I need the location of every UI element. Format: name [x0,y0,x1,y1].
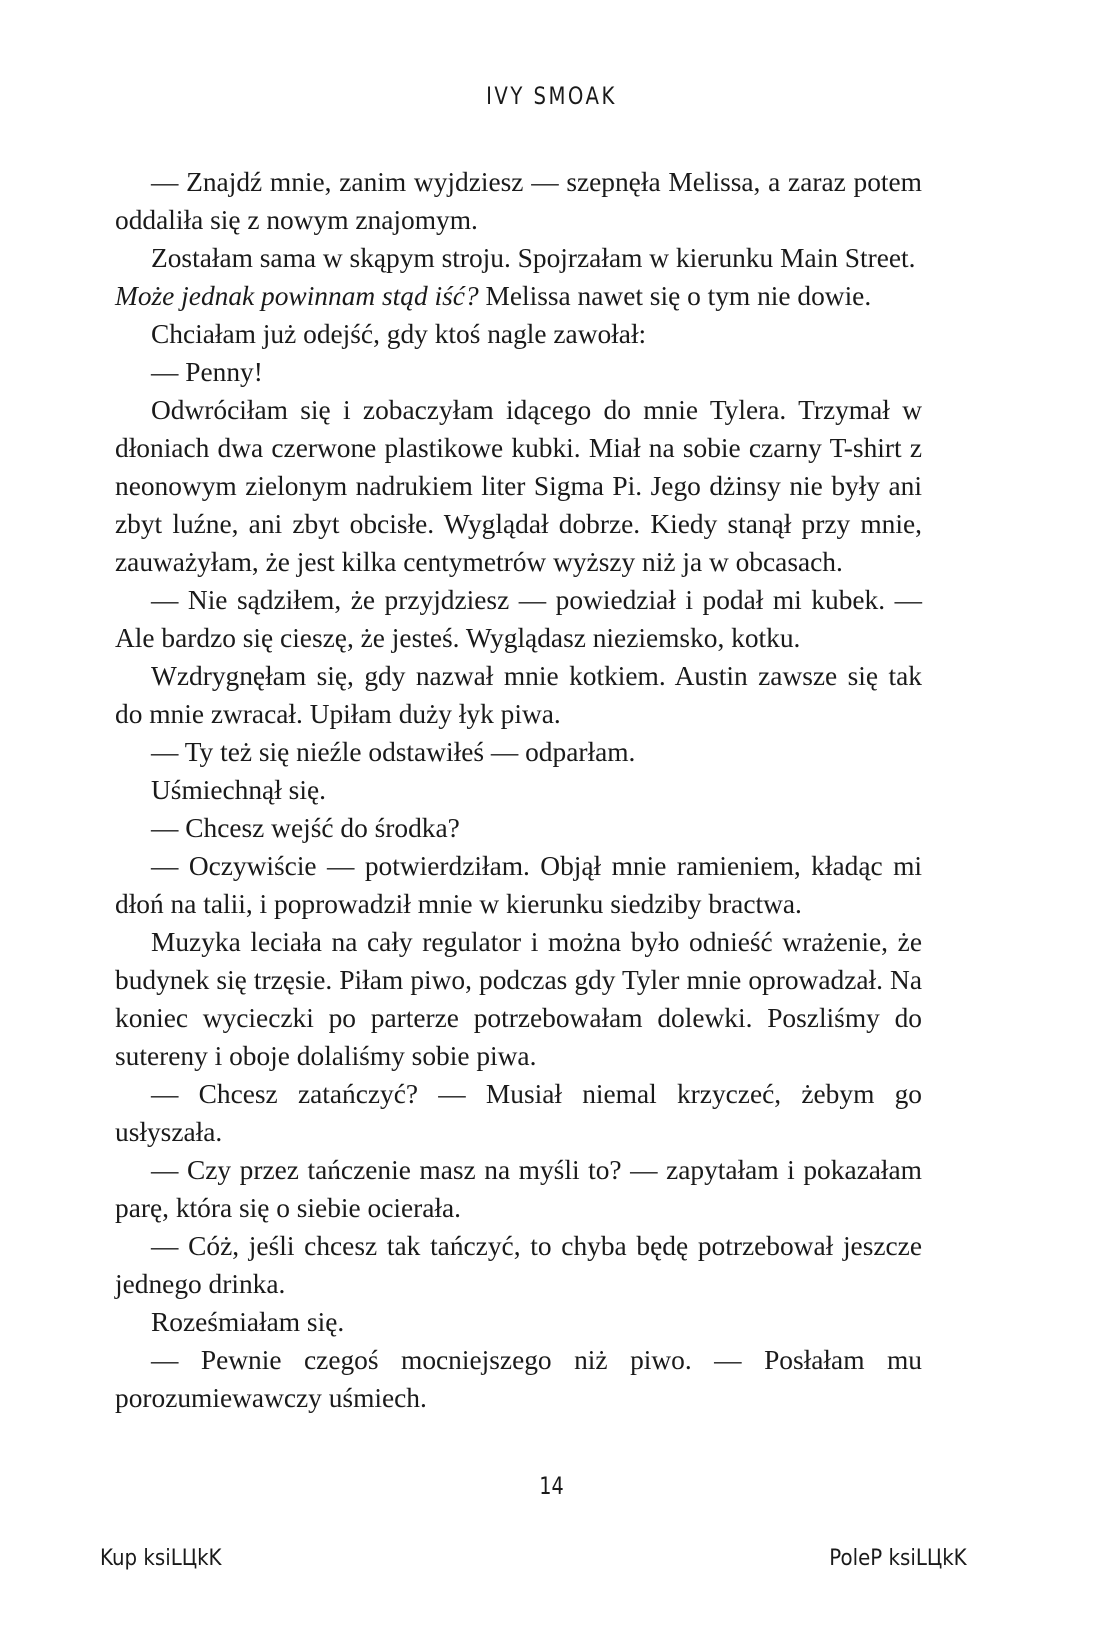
paragraph: — Oczywiście — potwierdziłam. Objął mnie ramieniem, kładąc mi dłoń na talii, i poprowadził mnie w kierunku siedziby bractwa. [115,851,922,919]
paragraph: — Nie sądziłem, że przyjdziesz — powiedział i podał mi kubek. — Ale bardzo się cieszę, że jesteś. Wyglądasz nieziemsko, kotku. [115,585,922,653]
paragraph: Wzdrygnęłam się, gdy nazwał mnie kotkiem. Austin zawsze się tak do mnie zwracał. Upiłam duży łyk piwa. [115,661,922,729]
paragraph: Muzyka leciała na cały regulator i można było odnieść wrażenie, że budynek się trzęsie. Piłam piwo, podczas gdy Tyler mnie oprowadzał. Na koniec wycieczki po parterze potrzebowałam dolewki. Poszliśmy do sutereny i oboje dolaliśmy sobie piwa. [115,927,922,1071]
paragraph: — Pewnie czegoś mocniejszego niż piwo. — Posłałam mu porozumiewawczy uśmiech. [115,1345,922,1413]
paragraph: — Znajdź mnie, zanim wyjdziesz — szepnęła Melissa, a zaraz potem oddaliła się z nowym znajomym. [115,167,922,235]
paragraph: Uśmiechnął się. [151,775,326,805]
page-number: 14 [539,1472,564,1500]
body-text [115,163,922,1417]
paragraph: — Chcesz zatańczyć? — Musiał niemal krzyczeć, żebym go usłyszała. [115,1079,922,1147]
paragraph: — Ty też się nieźle odstawiłeś — odparłam. [151,737,636,767]
paragraph [115,239,922,315]
paragraph: Chciałam już odejść, gdy ktoś nagle zawołał: [151,319,647,349]
paragraph: Roześmiałam się. [151,1307,345,1337]
paragraph-text: Melissa nawet się o tym nie dowie. [478,281,872,311]
recommend-book-link[interactable]: PoleP ksiLЦkK [829,1546,967,1571]
paragraph-text: Zostałam sama w skąpym stroju. Spojrzałam w kierunku Main Street. [151,243,916,273]
paragraph: — Czy przez tańczenie masz na myśli to? — zapytałam i pokazałam parę, która się o siebie ocierała. [115,1155,922,1223]
paragraph: — Penny! [151,357,263,387]
paragraph: — Chcesz wejść do środka? [151,813,460,843]
paragraph: — Cóż, jeśli chcesz tak tańczyć, to chyba będę potrzebował jeszcze jednego drinka. [115,1231,922,1299]
buy-book-link[interactable]: Kup ksiLЦkK [100,1546,222,1571]
italic-thought: Może jednak powinnam stąd iść? [115,281,479,311]
paragraph: Odwróciłam się i zobaczyłam idącego do mnie Tylera. Trzymał w dłoniach dwa czerwone plastikowe kubki. Miał na sobie czarny T-shirt z neonowym zielonym nadrukiem liter Sigma Pi. Jego dżinsy nie były ani zbyt luźne, ani zbyt obcisłe. Wyglądał dobrze. Kiedy stanął przy mnie, zauważyłam, że jest kilka centymetrów wyższy niż ja w obcasach. [115,395,922,577]
running-header: IVY SMOAK [486,82,617,110]
